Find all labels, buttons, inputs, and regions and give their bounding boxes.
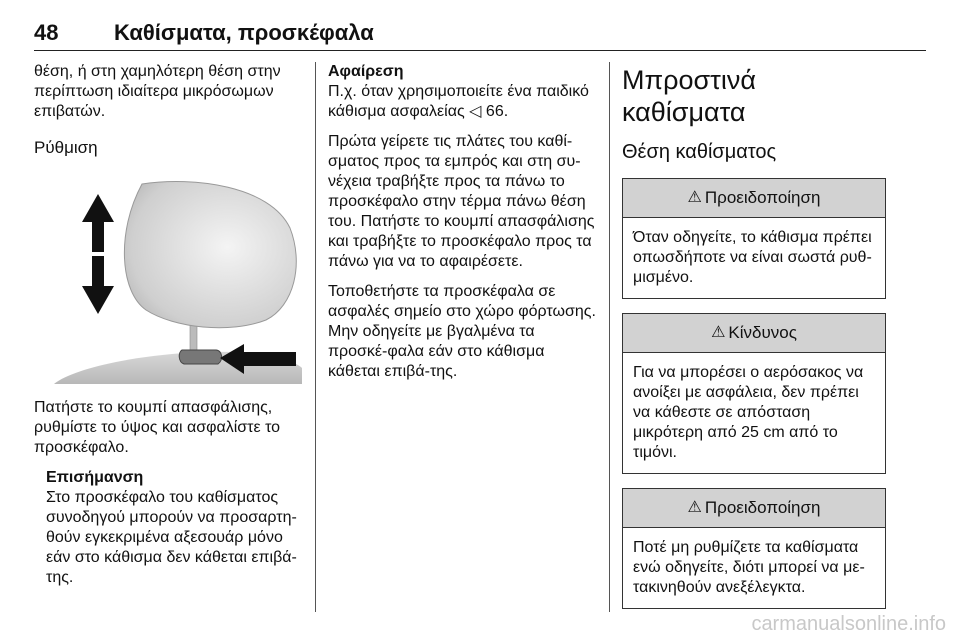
warning-icon: ⚠ xyxy=(711,324,726,341)
removal-title: Αφαίρεση xyxy=(328,63,404,80)
headrest-adjustment-illustration xyxy=(34,172,302,384)
warning-box-title: Προειδοποίηση xyxy=(704,498,821,517)
arrow-up-icon xyxy=(82,194,114,252)
danger-box-header xyxy=(623,314,885,353)
warning-box-text: Ποτέ μη ρυθμίζετε τα καθίσματα ενώ οδηγείτε, διότι μπορεί να με-τακινηθούν ανεξέλεγκτα. xyxy=(633,539,865,596)
warning-box-title: Προειδοποίηση xyxy=(704,188,821,207)
warning-box-text: Όταν οδηγείτε, το κάθισμα πρέπει οπωσδήποτε να είναι σωστά ρυθ-μισμένο. xyxy=(633,229,872,286)
intro-text: θέση, ή στη χαμηλότερη θέση στην περίπτωση ιδιαίτερα μικρόσωμων επιβατών. xyxy=(34,63,281,120)
warning-box-header xyxy=(623,179,885,218)
danger-box-text: Για να μπορέσει ο αερόσακος να ανοίξει με ασφάλεια, δεν πρέπει να κάθεστε σε απόσταση μικρότερη από 25 cm από το τιμόνι. xyxy=(633,364,864,461)
watermark: carmanualsonline.info xyxy=(751,613,946,635)
section-title: Μπροστινά καθίσματα xyxy=(622,65,756,127)
page-number: 48 xyxy=(34,20,59,45)
warning-box xyxy=(622,488,886,609)
danger-box-title: Κίνδυνος xyxy=(728,323,797,342)
removal-steps: Πρώτα γείρετε τις πλάτες του καθί-σματος προς τα εμπρός και στη συ-νέχεια τραβήξτε προς τα πάνω το προσκέφαλο στην τέρμα πάνω θέση του. Πατήστε το κουμπί απασφάλισης και τραβήξτε το προσκέφαλο προς τα πάνω για να το αφαιρέσετε. xyxy=(328,133,595,270)
section-subtitle: Θέση καθίσματος xyxy=(622,141,777,163)
placement-text: Τοποθετήστε τα προσκέφαλα σε ασφαλές σημείο στο χώρο φόρτωσης. Μην οδηγείτε με βγαλμένα τα προσκέ-φαλα εάν στο κάθισμα κάθεται επιβά-της. xyxy=(328,283,596,380)
column-divider xyxy=(609,62,610,612)
column-left xyxy=(34,62,302,588)
adjustment-instruction: Πατήστε το κουμπί απασφάλισης, ρυθμίστε το ύψος και ασφαλίστε το προσκέφαλο. xyxy=(34,399,281,456)
arrow-down-icon xyxy=(82,256,114,314)
column-right xyxy=(622,62,886,623)
column-divider xyxy=(315,62,316,612)
note-text: Στο προσκέφαλο του καθίσματος συνοδηγού μπορούν να προσαρτη-θούν εγκεκριμένα αξεσουάρ μόνο εάν στο κάθισμα δεν κάθεται επιβά-της. xyxy=(46,489,297,586)
adjustment-heading: Ρύθμιση xyxy=(34,138,98,157)
headrest-illustration-svg xyxy=(34,172,302,384)
page-reference-link[interactable]: 66. xyxy=(485,103,509,120)
removal-intro: Π.χ. όταν χρησιμοποιείτε ένα παιδικό κάθισμα ασφαλείας xyxy=(328,83,589,120)
note-block xyxy=(46,468,302,588)
warning-icon: ⚠ xyxy=(687,499,702,516)
warning-box-header xyxy=(623,489,885,528)
note-title: Επισήμανση xyxy=(46,469,144,486)
warning-icon: ⚠ xyxy=(687,189,702,206)
reference-arrow-icon: ◁ xyxy=(469,103,482,120)
danger-box xyxy=(622,313,886,474)
page-title: Καθίσματα, προσκέφαλα xyxy=(114,20,374,45)
column-middle xyxy=(328,62,596,392)
warning-box xyxy=(622,178,886,299)
page-header xyxy=(34,16,926,51)
